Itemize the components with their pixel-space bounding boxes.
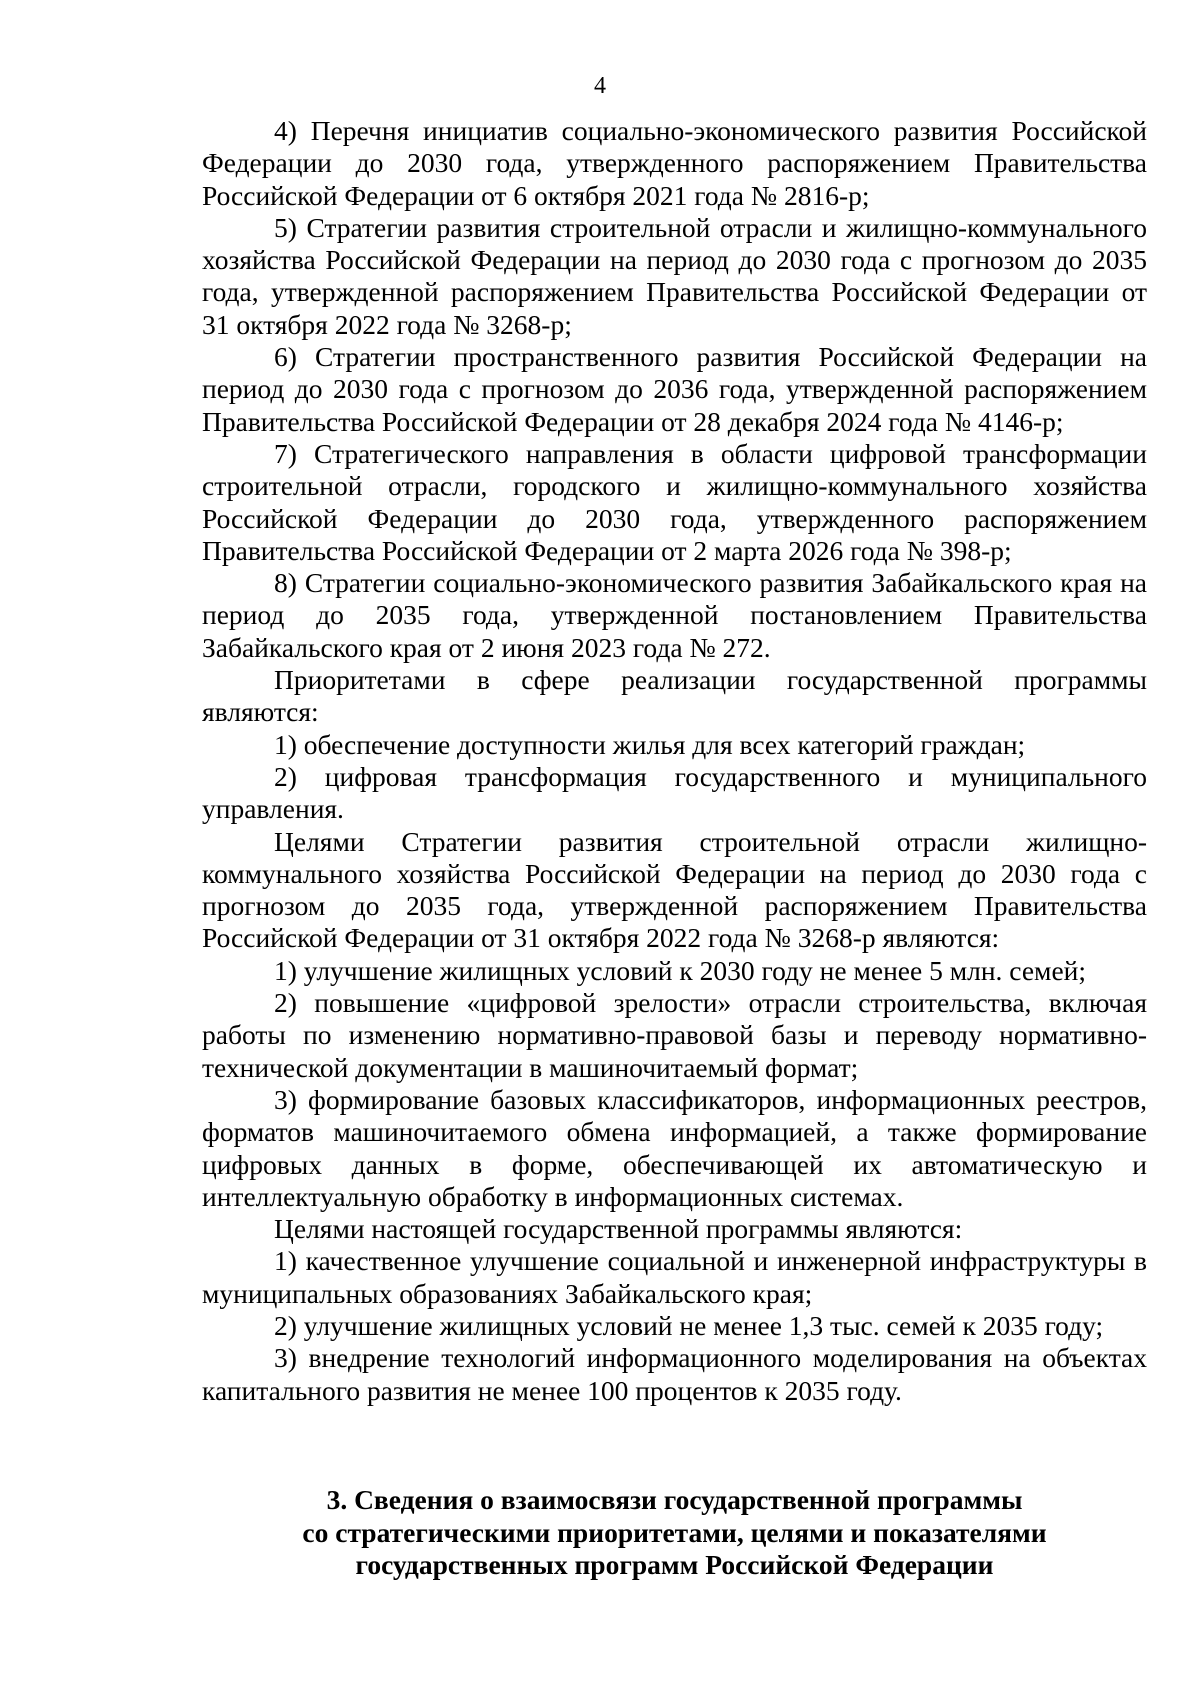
list-item-document-5: 5) Стратегии развития строительной отрасли и жилищно-коммунального хозяйства Российской Федерации на период до 2030 года с прогнозом до 2035 года, утвержденной распоряжением Правительства Российской Федерации от 31 октября 2022 года № 3268-р; [202,211,1147,340]
priority-item-2: 2) цифровая трансформация государственного и муниципального управления. [202,760,1147,825]
strategy-goal-item-2: 2) повышение «цифровой зрелости» отрасли строительства, включая работы по изменению нормативно-правовой базы и переводу нормативно-технической документации в машиночитаемый формат; [202,987,1147,1083]
strategy-goal-item-3: 3) формирование базовых классификаторов, информационных реестров, форматов машиночитаемого обмена информацией, а также формирование цифровых данных в форме, обеспечивающей их автоматическую и интеллектуальную обработку в информационных системах. [202,1083,1147,1212]
section-heading-line-1: 3. Сведения о взаимосвязи государственной программы [326,1484,1023,1515]
strategy-goal-item-1: 1) улучшение жилищных условий к 2030 году не менее 5 млн. семей; [274,954,1087,986]
priority-item-1: 1) обеспечение доступности жилья для всех категорий граждан; [274,728,1026,760]
list-item-document-7: 7) Стратегического направления в области цифровой трансформации строительной отрасли, городского и жилищно-коммунального хозяйства Российской Федерации до 2030 года, утвержденного распоряжением Правительства Российской Федерации от 2 марта 2026 года № 398-р; [202,437,1147,566]
section-heading [202,1484,1147,1582]
document-body [202,115,1147,1407]
list-item-document-6: 6) Стратегии пространственного развития Российской Федерации на период до 2030 года с прогнозом до 2036 года, утвержденной распоряжением Правительства Российской Федерации от 28 декабря 2024 года № 4146-р; [202,341,1147,437]
section-heading-line-2: со стратегическими приоритетами, целями и показателями [302,1516,1047,1548]
priorities-intro: Приоритетами в сфере реализации государственной программы являются: [202,664,1147,728]
program-goal-item-1: 1) качественное улучшение социальной и инженерной инфраструктуры в муниципальных образованиях Забайкальского края; [202,1245,1147,1309]
program-goal-item-2: 2) улучшение жилищных условий не менее 1,3 тыс. семей к 2035 году; [274,1309,1104,1341]
program-goals-intro: Целями настоящей государственной программы являются: [274,1213,963,1245]
strategy-goals-intro: Целями Стратегии развития строительной отрасли жилищно-коммунального хозяйства Российской Федерации на период до 2030 года с прогнозом до 2035 года, утвержденной распоряжением Правительства Российской Федерации от 31 октября 2022 года № 3268-р являются: [202,825,1147,954]
page-number: 4 [594,73,606,99]
program-goal-item-3: 3) внедрение технологий информационного моделирования на объектах капитального развития не менее 100 процентов к 2035 году. [202,1342,1147,1406]
list-item-document-8: 8) Стратегии социально-экономического развития Забайкальского края на период до 2035 года, утвержденной постановлением Правительства Забайкальского края от 2 июня 2023 года № 272. [202,567,1147,663]
list-item-document-4: 4) Перечня инициатив социально-экономического развития Российской Федерации до 2030 года, утвержденного распоряжением Правительства Российской Федерации от 6 октября 2021 года № 2816-р; [202,115,1147,211]
section-heading-line-3: государственных программ Российской Федерации [355,1549,994,1580]
